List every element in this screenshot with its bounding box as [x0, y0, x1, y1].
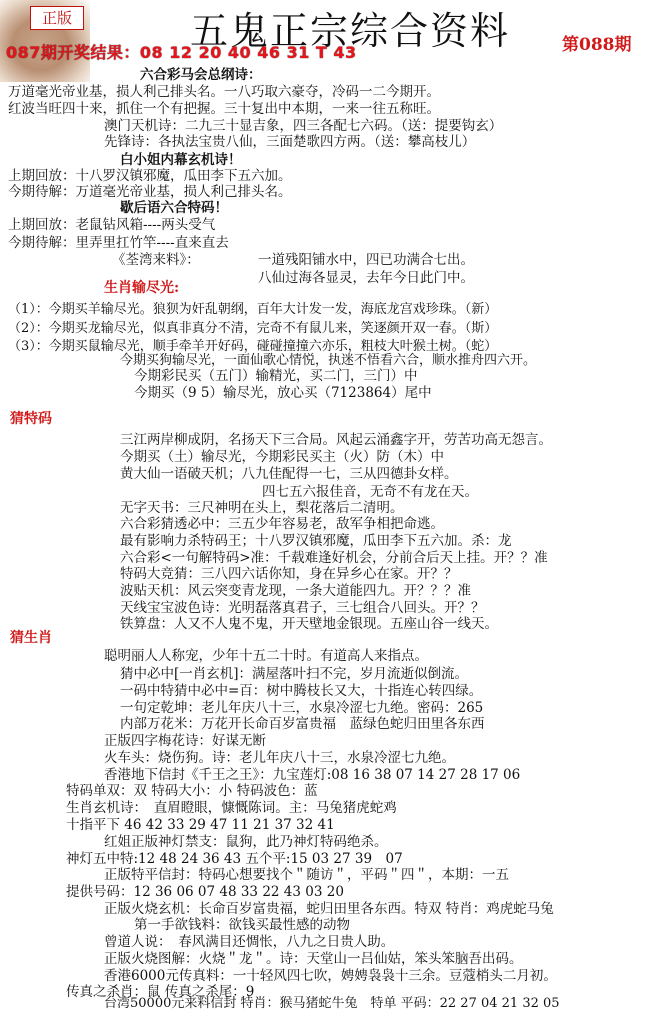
text-line: 神灯五中特:12 48 24 36 43 五个平:15 03 27 39 07 — [66, 851, 403, 867]
text-line: 特码单双：双 特码大小：小 特码波色：蓝 — [66, 783, 318, 799]
text-line: 上期回放：十八罗汉镇邪魔，瓜田李下五六加。 — [8, 168, 292, 184]
text-line: 猜中必中[一肖玄机]：满屋落叶扫不完，岁月流逝似倒流。 — [120, 666, 469, 682]
text-line: 澳门天机诗：二九三十显吉象，四三各配七六码。（送：提要钩玄） — [104, 118, 503, 134]
text-line: 正版火烧玄机：长命百岁富贵福，蛇归田里各东西。特双 特肖：鸡虎蛇马兔 — [104, 901, 554, 917]
text-line: 白小姐内幕玄机诗！ — [120, 152, 242, 168]
text-line: 铁算盘：人又不人鬼不鬼，开天壁地金银现。五座山谷一线天。 — [120, 616, 498, 632]
text-line: 生肖玄机诗： 直眉瞪眼，慷慨陈词。主：马兔猪虎蛇鸡 — [66, 800, 397, 816]
text-line: 第一手欲钱料：欲钱买最性感的动物 — [134, 917, 350, 933]
text-line: 今期待解：里弄里扛竹竿----直来直去 — [8, 235, 229, 251]
text-line: 歇后语六合特码！ — [120, 200, 228, 216]
text-line: 提供号码：12 36 06 07 48 33 22 43 03 20 — [66, 884, 344, 900]
text-line: 十指平下 46 42 33 29 47 11 21 37 32 41 — [66, 817, 335, 833]
text-line: 红波当旺四十来，抓住一个有把握。三十复出中本期，一来一往五称旺。 — [8, 101, 440, 117]
text-line: 上期回放：老鼠钻风箱----两头受气 — [8, 217, 216, 233]
text-line: 内部万花米：万花开长命百岁富贵福 蓝绿色蛇归田里各东西 — [120, 716, 485, 732]
text-line: 曾道人说： 春风满目还惆怅，八九之日贵人助。 — [104, 934, 395, 950]
text-line: 四七五六报佳音，无奇不有龙在天。 — [262, 484, 478, 500]
text-line: 黄大仙一语破天机；八九佳配得一七，三从四德卦女样。 — [120, 466, 458, 482]
text-line: 六合彩<一句解特码>准：千载难逢好机会，分前合后天上挂。开？？准 — [120, 550, 548, 566]
text-line: 火车头：烧伤狗。诗：老儿年庆八十三，水泉冷涩七九绝。 — [104, 750, 455, 766]
text-line: 传真之杀肖：鼠 传真之杀尾：9 — [66, 984, 255, 1000]
section-heading: 猜生肖 — [10, 630, 52, 646]
text-line: （2）：今期买龙输尽光，似真非真分不清，完奇不有鼠儿来，笑逐颜开双一春。（斯） — [8, 321, 498, 336]
text-line: 波贴天机：风云突变青龙现，一条大道能四九。开？？？准 — [120, 583, 471, 599]
text-line: 无字天书：三尺神明在头上，梨花落后二清明。 — [120, 500, 404, 516]
text-line: 正版火烧图解：火烧＂龙＂。诗：天堂山一吕仙姑，笨头笨脑吾出码。 — [104, 951, 523, 967]
text-line: 香港6000元传真料：一十轻风四七吹，娉娉袅袅十三余。豆蔻梢头二月初。 — [104, 968, 557, 984]
text-line: 八仙过海各显灵，去年今日此门中。 — [258, 270, 474, 286]
text-line: 三江两岸柳成阴，名扬天下三合局。风起云涌鑫字开，劳苦功高无怨言。 — [120, 432, 552, 448]
text-line: 先锋诗：各执法宝贵八仙，三面楚歌四方两。（送：攀高枝儿） — [104, 134, 476, 150]
issue-number: 第088期 — [562, 35, 632, 55]
text-line: 红姐正版神灯禁支：鼠狗，此乃神灯特码绝杀。 — [104, 834, 388, 850]
text-line: 一道残阳铺水中，四已功满合七出。 — [258, 252, 474, 268]
text-line: 今期买狗输尽光，一面仙歌心情悦，执迷不悟看六合，顺水推舟四六开。 — [120, 353, 537, 368]
text-line: 台湾50000元来料信封 特肖：猴马猪蛇牛兔 特单 平码：22 27 04 21 32 05 — [104, 996, 560, 1011]
text-line: 聪明丽人人称宠，少年十五二十时。有道高人来指点。 — [104, 648, 428, 664]
text-line: 今期待解：万道毫光帝业基，损人利己排头名。 — [8, 184, 292, 200]
text-line: （3）：今期买鼠输尽光，顺手牵羊开好码，碰碰撞撞六亦乐，粗枝大叶猴土树。（蛇） — [8, 339, 498, 354]
section-heading: 六合彩马会总纲诗： — [140, 67, 262, 83]
text-line: 一码中特猜中必中=百：树中腾枝长又大，十指连心转四绿。 — [120, 683, 483, 699]
edition-badge: 正版 — [30, 6, 84, 30]
text-line: 正版特平信封：特码心想要找个＂随访＂，平码＂四＂，本期：一五 — [104, 867, 509, 883]
text-line: 一句定乾坤：老儿年庆八十三，水泉冷涩七九绝。密码：265 — [120, 700, 484, 716]
section-heading: 生肖输尽光: — [104, 280, 180, 296]
text-line: 万道毫光帝业基，损人利己排头名。一八巧取六豪夺，冷码一二今期开。 — [8, 84, 440, 100]
text-line: 今期买（土）输尽光，今期彩民买主（火）防（木）中 — [120, 449, 444, 465]
text-line: 今期买（9 5）输尽光，放心买（7123864）尾中 — [134, 385, 432, 401]
text-line: 香港地下信封《千王之王》：九宝莲灯:08 16 38 07 14 27 28 17 06 — [104, 767, 521, 783]
result-banner: 087期开奖结果：08 12 20 40 46 31 T 43 — [6, 43, 357, 62]
text-line: 天线宝宝波色诗：光明磊落真君子，三七组合八回头。开？？ — [120, 600, 485, 616]
text-line: 今期彩民买（五门）输精光，买二门，三门）中 — [134, 368, 418, 384]
text-line: 特码大竞猜：三八四六话你知，身在异乡心在家。开？？ — [120, 566, 458, 582]
text-line: 最有影响力杀特码王；十八罗汉镇邪魔，瓜田李下五六加。杀：龙 — [120, 533, 512, 549]
text-line: 《荃湾来料》： — [112, 252, 200, 268]
page-title: 五鬼正宗综合资料 — [190, 9, 511, 53]
text-line: 正版四字梅花诗：好谋无断 — [104, 733, 266, 749]
text-line: 六合彩猜透必中：三五少年容易老，敌军争相把命逃。 — [120, 516, 444, 532]
text-line: （1）：今期买羊输尽光。狼狈为奸乱朝纲，百年大计发一发，海底龙宫戏珍珠。（新） — [8, 302, 498, 317]
section-heading: 猜特码 — [10, 411, 52, 427]
